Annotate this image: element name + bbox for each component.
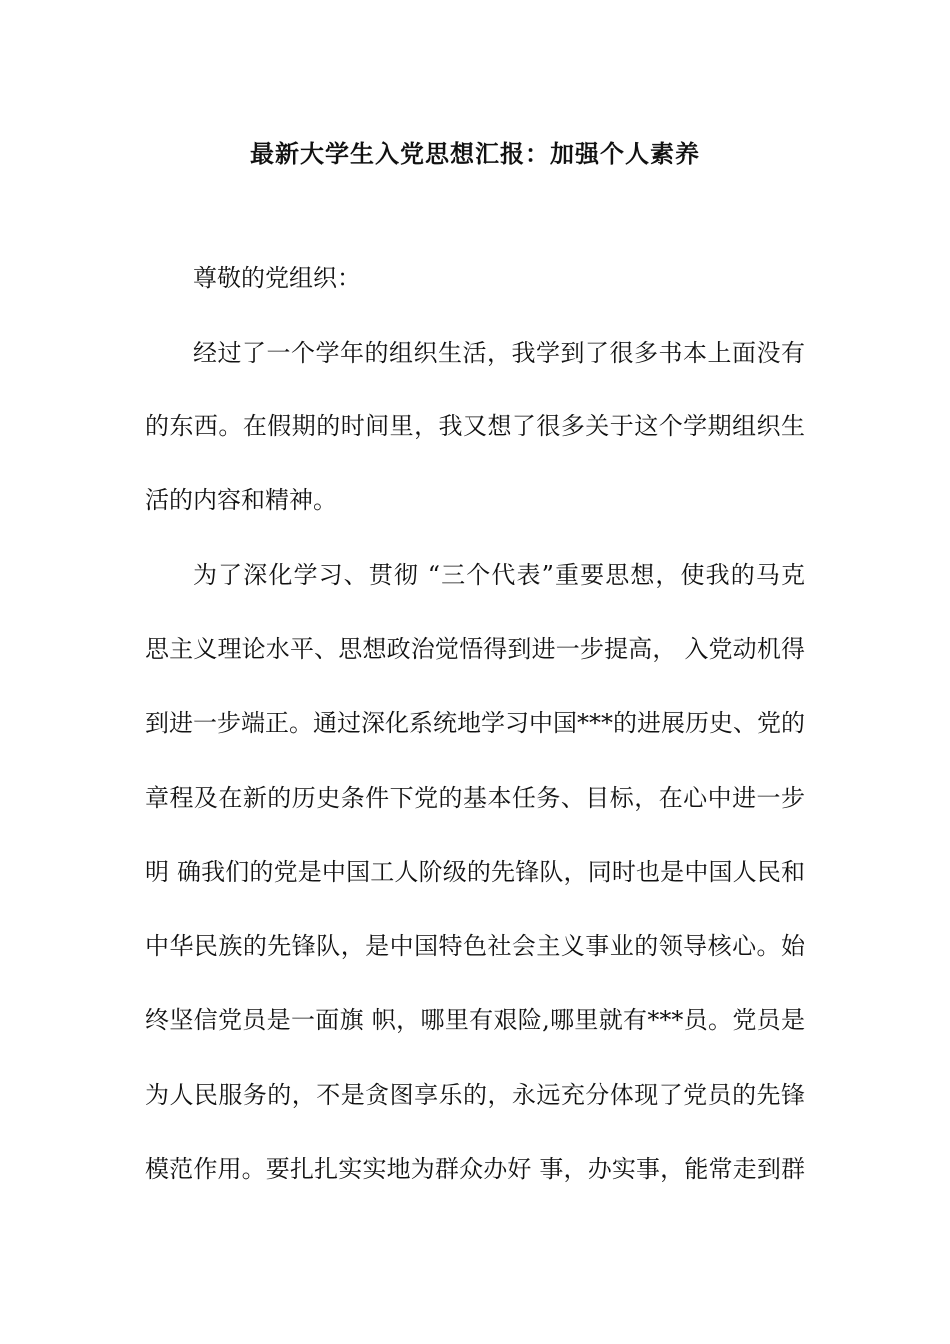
paragraph1-line2: 的东西。在假期的时间里，我又想了很多关于这个学期组织生	[145, 412, 805, 440]
paragraph1-line1: 经过了一个学年的组织生活，我学到了很多书本上面没有	[193, 339, 805, 367]
paragraph2-line9: 模范作用。要扎扎实实地为群众办好 事，办实事，能常走到群	[145, 1155, 805, 1183]
paragraph2-line8: 为人民服务的，不是贪图享乐的，永远充分体现了党员的先锋	[145, 1081, 805, 1109]
document-title: 最新大学生入党思想汇报：加强个人素养	[250, 139, 700, 168]
paragraph2-line4: 章程及在新的历史条件下党的基本任务、目标，在心中进一步	[145, 784, 805, 812]
paragraph2-line2: 思主义理论水平、思想政治觉悟得到进一步提高， 入党动机得	[145, 635, 805, 663]
paragraph1-line3: 活的内容和精神。	[145, 486, 337, 514]
paragraph2-line6: 中华民族的先锋队，是中国特色社会主义事业的领导核心。始	[145, 932, 805, 960]
paragraph2-line7: 终坚信党员是一面旗 帜，哪里有艰险,哪里就有***员。党员是	[145, 1006, 805, 1034]
paragraph2-line1: 为了深化学习、贯彻 “三个代表”重要思想，使我的马克	[193, 561, 805, 589]
salutation: 尊敬的党组织：	[193, 264, 361, 292]
paragraph2-line3: 到进一步端正。通过深化系统地学习中国***的进展历史、党的	[145, 709, 805, 737]
paragraph2-line5: 明 确我们的党是中国工人阶级的先锋队，同时也是中国人民和	[145, 858, 805, 886]
